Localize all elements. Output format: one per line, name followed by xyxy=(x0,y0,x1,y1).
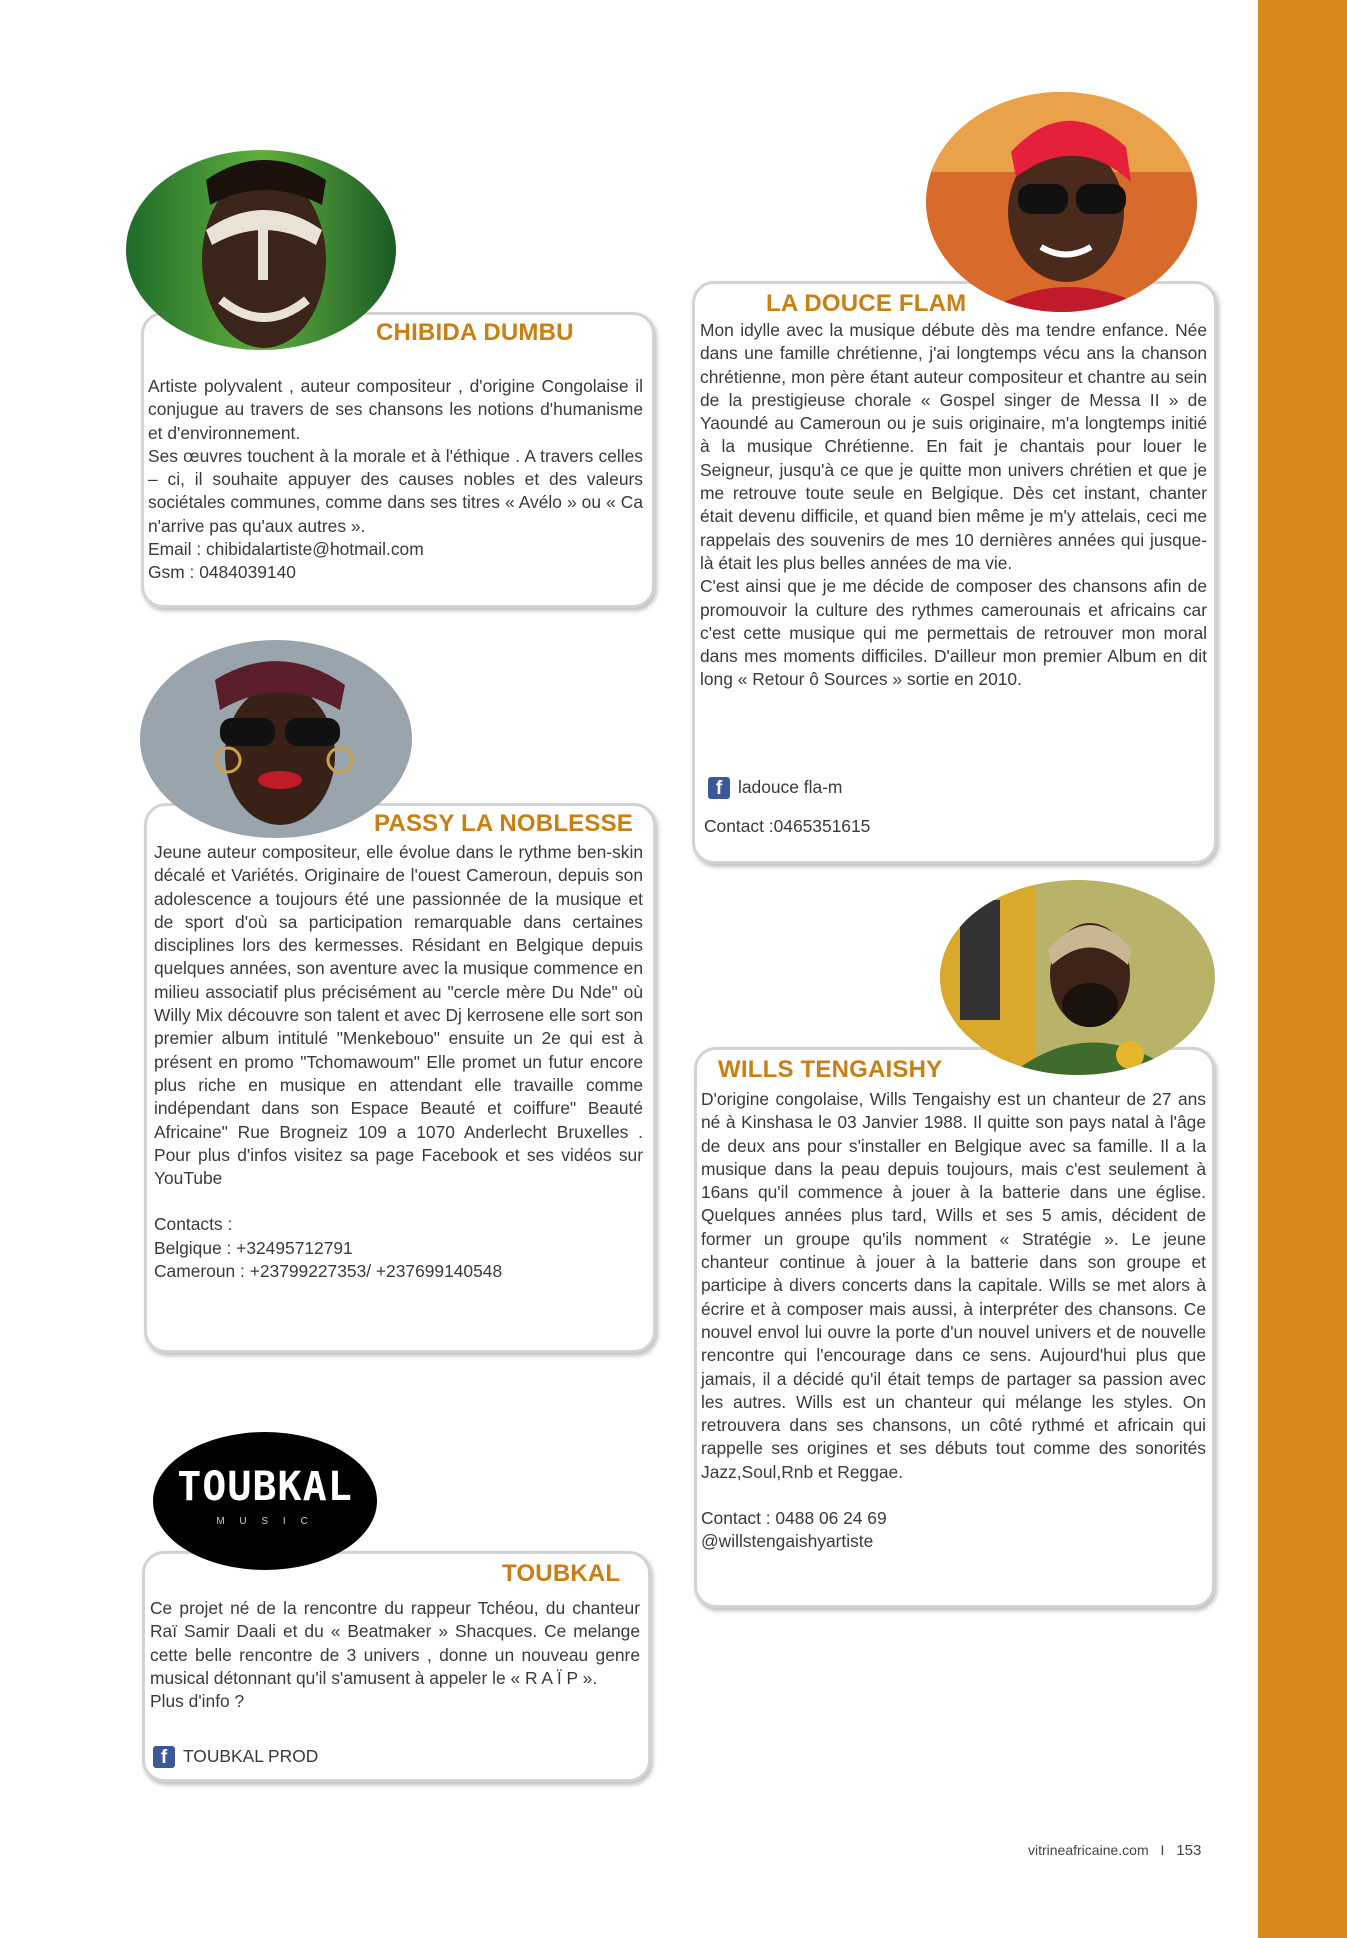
footer-site: vitrineafricaine.com xyxy=(1028,1842,1149,1858)
body-chibida-dumbu xyxy=(148,375,643,585)
body-la-douce-flam xyxy=(700,319,1207,692)
passy-cameroun: Cameroun : +23799227353/ +237699140548 xyxy=(154,1261,503,1282)
logo-toubkal-sub: M U S I C xyxy=(216,1516,314,1527)
toubkal-paragraph-2: Plus d'info ? xyxy=(150,1691,245,1712)
body-passy-la-noblesse xyxy=(154,841,643,1283)
wills-paragraph-1: D'origine congolaise, Wills Tengaishy est un chanteur de 27 ans né à Kinshasa le 03 Janvier 1988. Il quitte son pays natal à l'âge de deux ans pour s'installer en Belgique avec sa famille. Il a la musique dans la peau depuis toujours, mais c'est seulement à 16ans qu'il commence à jouer à la batterie dans une église. Quelques années plus tard, Wills et ses 5 amis, décident de former un groupe qu'ils nomment « Stratégie ». Le jeune chanteur continue à jouer à la batterie dans son groupe et participe à divers concerts dans la capitale. Wills se met alors à écrire et à composer mais aussi, à interpréter des chansons. Ce nouvel envol lui ouvre la porte d'un nouvel univers et de nouvelle rencontre qui l'encourage dans ce sens. Aujourd'hui plus que jamais, il a décidé qu'il était temps de partager sa passion avec les autres. Wills est un chanteur qui mélange les styles. On retrouvera dans ses chansons, un côté rythmé et africain qui rappelle ses origines et ses débuts tout comme des sonorités Jazz,Soul,Rnb et Reggae. xyxy=(701,1089,1206,1482)
title-wills-tengaishy: WILLS TENGAISHY xyxy=(714,1056,946,1084)
toubkal-paragraph-1: Ce projet né de la rencontre du rappeur Tchéou, du chanteur Raï Samir Daali et du « Beatmaker » Shacques. Ce melange cette belle rencontre de 3 univers , donne un nouveau genre musical détonnant qu'il s'amusent à appeler le « R A Ï P ». xyxy=(150,1598,640,1688)
photo-chibida-dumbu xyxy=(126,150,396,350)
wills-handle: @willstengaishyartiste xyxy=(701,1531,874,1552)
title-passy-la-noblesse: PASSY LA NOBLESSE xyxy=(370,810,637,838)
body-wills-tengaishy xyxy=(701,1088,1206,1554)
photo-passy-la-noblesse xyxy=(140,640,412,838)
page-footer xyxy=(1028,1842,1201,1859)
title-toubkal: TOUBKAL xyxy=(498,1560,624,1588)
passy-belgique: Belgique : +32495712791 xyxy=(154,1237,353,1258)
wills-spacer xyxy=(701,1484,1206,1507)
chibida-paragraph-1: Artiste polyvalent , auteur compositeur , d'origine Congolaise il conjugue au travers de ses chansons les notions d'humanisme et d'environnement. xyxy=(148,376,643,443)
body-toubkal xyxy=(150,1597,640,1713)
passy-paragraph-1: Jeune auteur compositeur, elle évolue dans le rythme ben-skin décalé et Variétés. Originaire de l'ouest Cameroun, depuis son adolescence a toujours été une passionnée de la musique et de sport d'où sa participation remarquable dans certaines disciplines lors des kermesses. Résidant en Belgique depuis quelques années, son aventure avec la musique commence en milieu associatif plus précisément au "cercle mère Du Nde" où Willy Mix découvre son talent et avec Dj kerrosene elle sort son premier album intitulé "Menkebouo" ensuite un 2e qui est à présent en promo "Tchomawoum" Elle promet un futur encore plus riche en musique en attendant elle travaille comme indépendant dans son Espace Beauté et coiffure" Beauté Africaine" Rue Brogneiz 109 a 1070 Anderlecht Bruxelles . Pour plus d'infos visitez sa page Facebook et ses vidéos sur YouTube xyxy=(154,842,643,1189)
logo-toubkal-text: TOUBKAL xyxy=(177,1464,353,1510)
title-chibida-dumbu: CHIBIDA DUMBU xyxy=(372,319,578,347)
passy-spacer xyxy=(154,1190,643,1213)
footer-page-number: 153 xyxy=(1176,1842,1202,1859)
facebook-icon: f xyxy=(708,777,730,799)
photo-wills-tengaishy xyxy=(940,880,1215,1075)
flam-paragraph-2: C'est ainsi que je me décide de composer des chansons afin de promouvoir la culture des rythmes camerounais et africains car c'est cette musique qui me permettais de retrouver mon moral dans mes moments difficiles. D'ailleur mon premier Album en dit long « Retour ô Sources » sortie en 2010. xyxy=(700,576,1207,690)
flam-facebook-label: ladouce fla-m xyxy=(738,777,843,797)
facebook-icon: f xyxy=(153,1746,175,1768)
logo-toubkal xyxy=(153,1432,377,1570)
photo-la-douce-flam xyxy=(926,92,1197,312)
flam-paragraph-1: Mon idylle avec la musique débute dès ma tendre enfance. Née dans une famille chrétienne, j'ai longtemps vécu ans la chanson chrétienne, mon père étant auteur compositeur et chantre au sein de la prestigieuse chorale « Gospel singer de Messa II » de Yaoundé au Cameroun ou je suis originaire, m'a longtemps initié à la musique Chrétienne. En fait je chantais pour louer le Seigneur, jusqu'à ce que je quitte mon univers chrétien et que je me retrouve toute seule en Belgique. Dès cet instant, chanter était devenu difficile, et quand bien même je m'y attelais, ceci me rappelais des souvenirs de mes 10 dernières années qui jusque-là était les plus belles années de ma vie. xyxy=(700,320,1207,573)
chibida-email: Email : chibidalartiste@hotmail.com xyxy=(148,539,424,560)
title-la-douce-flam: LA DOUCE FLAM xyxy=(762,290,970,318)
passy-contacts-label: Contacts : xyxy=(154,1214,233,1235)
toubkal-facebook-label: TOUBKAL PROD xyxy=(183,1746,319,1766)
flam-facebook-link[interactable] xyxy=(708,776,842,799)
footer-separator: I xyxy=(1160,1842,1165,1858)
flam-contact: Contact :0465351615 xyxy=(704,816,871,836)
wills-contact: Contact : 0488 06 24 69 xyxy=(701,1508,887,1529)
toubkal-facebook-link[interactable] xyxy=(153,1745,318,1768)
chibida-paragraph-2: Ses œuvres touchent à la morale et à l'éthique . A travers celles – ci, il souhaite appuyer des causes nobles et des valeurs sociétales communes, comme dans ses titres « Avélo » ou « Ca n'arrive pas qu'aux autres ». xyxy=(148,445,643,536)
page-side-bar xyxy=(1258,0,1347,1938)
chibida-gsm: Gsm : 0484039140 xyxy=(148,562,296,583)
